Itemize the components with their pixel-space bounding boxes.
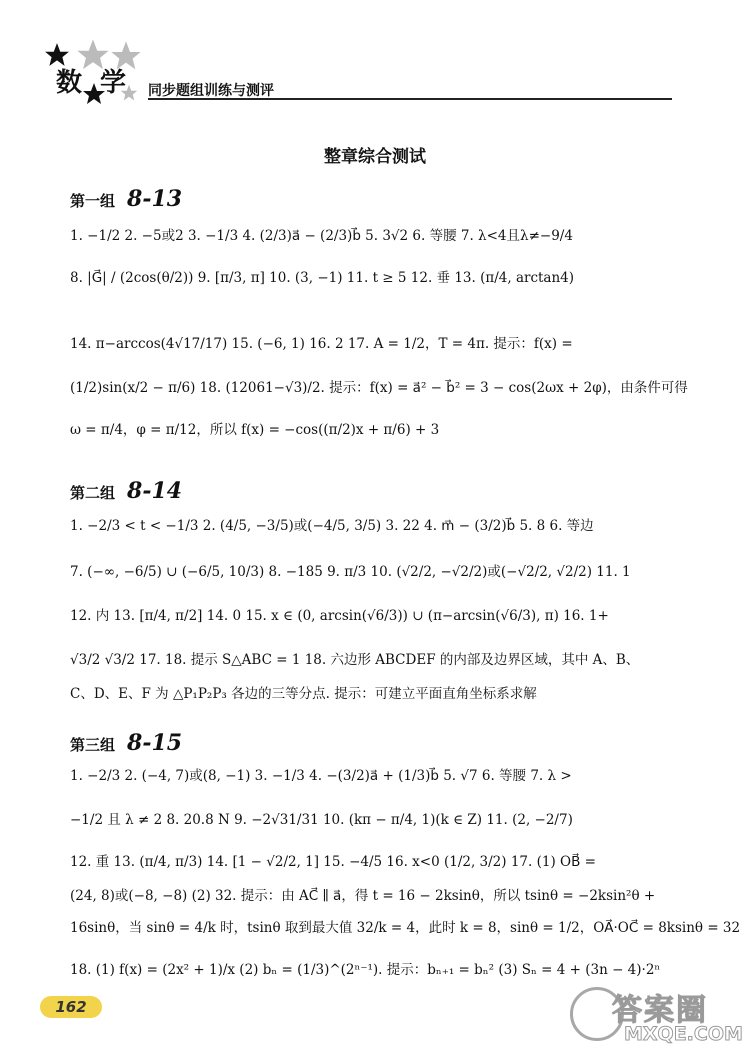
page-title: 整章综合测试 [324, 147, 426, 167]
group-label: 第二组 [70, 484, 116, 502]
answer-line: 12. 内 13. [π/4, π/2] 14. 0 15. x ∈ (0, arcsin(√6/3)) ∪ (π−arcsin(√6/3), π) 16. 1+ [70, 608, 609, 624]
group-heading [70, 730, 182, 756]
answer-line: 18. (1) f(x) = (2x² + 1)/x (2) bₙ = (1/3)^(2ⁿ⁻¹). 提示：bₙ₊₁ = bₙ² (3) Sₙ = 4 + (3n − 4)·2ⁿ [70, 962, 661, 978]
group-code: 8-14 [127, 478, 183, 504]
answer-line: 7. (−∞, −6/5) ∪ (−6/5, 10/3) 8. −185 9. π/3 10. (√2/2, −√2/2)或(−√2/2, √2/2) 11. 1 [70, 564, 631, 580]
answer-line: 12. 重 13. (π/4, π/3) 14. [1 − √2/2, 1] 15. −4/5 16. x<0 (1/2, 3/2) 17. (1) OB⃗ = [70, 854, 596, 870]
group-label: 第三组 [70, 736, 116, 754]
watermark-url: MXQE.COM [624, 1023, 743, 1045]
answer-line: 1. −1/2 2. −5或2 3. −1/3 4. (2/3)a⃗ − (2/3)b⃗ 5. 3√2 6. 等腰 7. λ<4且λ≠−9/4 [70, 228, 573, 244]
group-code: 8-15 [127, 730, 183, 756]
group-label: 第一组 [70, 192, 116, 210]
answer-line: √3/2 √3/2 17. 18. 提示 S△ABC = 1 18. 六边形 ABCDEF 的内部及边界区域，其中 A、B、 [70, 652, 640, 668]
answer-line: 16sinθ，当 sinθ = 4/k 时，tsinθ 取到最大值 32/k = 4，此时 k = 8，sinθ = 1/2，OA⃗·OC⃗ = 8ksinθ = 32 [70, 920, 741, 936]
group-heading [70, 478, 182, 504]
watermark-text: 答案圈 [612, 993, 708, 1028]
answer-line: ω = π/4，φ = π/12，所以 f(x) = −cos((π/2)x + π/6) + 3 [70, 422, 440, 438]
answer-line: 8. |G⃗| / (2cos(θ/2)) 9. [π/3, π] 10. (3, −1) 11. t ≥ 5 12. 垂 13. (π/4, arctan4) [70, 270, 575, 286]
answer-line: 1. −2/3 < t < −1/3 2. (4/5, −3/5)或(−4/5, 3/5) 3. 22 4. m⃗ − (3/2)b⃗ 5. 8 6. 等边 [70, 518, 594, 534]
answer-line: C、D、E、F 为 △P₁P₂P₃ 各边的三等分点. 提示：可建立平面直角坐标系求解 [70, 686, 537, 702]
book-title: 同步题组训练与测评 [148, 83, 274, 99]
answer-line: 14. π−arccos(4√17/17) 15. (−6, 1) 16. 2 17. A = 1/2，T = 4π. 提示：f(x) = [70, 336, 573, 352]
group-heading [70, 186, 182, 212]
group-code: 8-13 [127, 186, 183, 212]
watermark-logo [570, 985, 743, 1045]
answer-line: (24, 8)或(−8, −8) (2) 32. 提示：由 AC⃗ ∥ a⃗，得 t = 16 − 2ksinθ，所以 tsinθ = −2ksin²θ + [70, 888, 656, 904]
header-divider [148, 98, 672, 100]
answer-line: −1/2 且 λ ≠ 2 8. 20.8 N 9. −2√31/31 10. (kπ − π/4, 1)(k ∈ Z) 11. (2, −2/7) [70, 812, 573, 828]
subject-label: 数学 [56, 68, 145, 98]
answer-line: (1/2)sin(x/2 − π/6) 18. (12061−√3)/2. 提示：f(x) = a⃗² − b⃗² = 3 − cos(2ωx + 2φ)，由条件可得 [70, 380, 688, 396]
page-number: 162 [40, 996, 102, 1018]
page-header [40, 38, 670, 108]
answer-line: 1. −2/3 2. (−4, 7)或(8, −1) 3. −1/3 4. −(3/2)a⃗ + (1/3)b⃗ 5. √7 6. 等腰 7. λ > [70, 768, 572, 784]
